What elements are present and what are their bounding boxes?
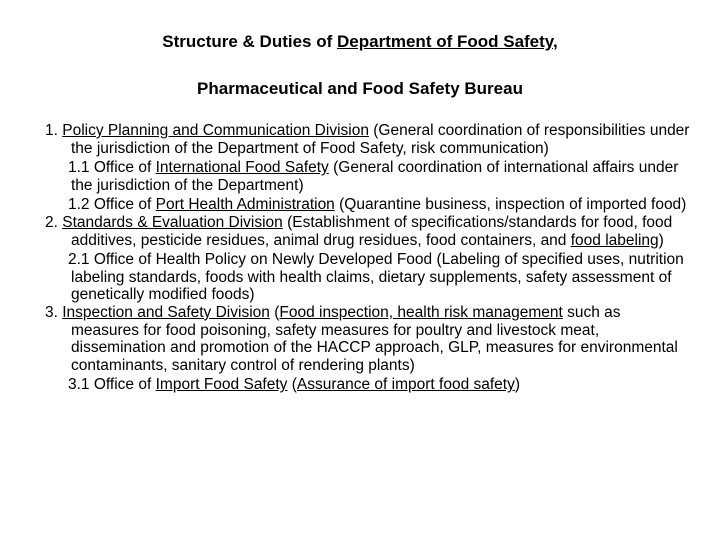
division-3-description: such as measures for food poisoning, safety measures for poultry and livestock meat, dissemination and promotion of the HACCP approach, GLP, measures for environmental contaminants, sanitary control of rendering plants) xyxy=(71,303,678,374)
food-inspection-link[interactable]: Food inspection, health risk management xyxy=(279,303,563,321)
divisions-list xyxy=(0,122,720,394)
slide-title xyxy=(0,32,720,52)
title-department-link[interactable]: Department of Food Safety xyxy=(337,32,553,51)
office-1-1-description: (General coordination of international affairs under the jurisdiction of the Department) xyxy=(71,159,679,194)
division-1-description: (General coordination of responsibilities under the jurisdiction of the Department of Food Safety, risk communication) xyxy=(71,122,690,157)
import-food-safety-link[interactable]: Assurance of import food safety xyxy=(296,376,515,394)
office-1-1-prefix: 1.1 Office of xyxy=(68,159,156,177)
division-3-description-open: ( xyxy=(269,303,280,321)
title-suffix: , xyxy=(553,32,558,51)
office-1-2-description: (Quarantine business, inspection of imported food) xyxy=(334,196,687,214)
division-2-name[interactable]: Standards & Evaluation Division xyxy=(62,213,283,231)
office-1-1-name[interactable]: International Food Safety xyxy=(155,159,329,177)
division-3-name[interactable]: Inspection and Safety Division xyxy=(62,303,270,321)
division-3-number: 3. xyxy=(45,303,63,321)
division-2-description-end: ) xyxy=(658,231,664,249)
food-labeling-link[interactable]: food labeling xyxy=(570,231,659,249)
title-prefix: Structure & Duties of xyxy=(162,32,338,51)
office-1-1-item xyxy=(0,159,720,194)
division-2-number: 2. xyxy=(45,213,63,231)
office-3-1-prefix: 3.1 Office of xyxy=(68,376,156,394)
office-1-2-prefix: 1.2 Office of xyxy=(68,196,156,214)
division-1-item xyxy=(0,122,720,157)
division-1-name[interactable]: Policy Planning and Communication Division xyxy=(62,122,369,139)
office-3-1-item xyxy=(0,376,720,394)
office-1-2-item xyxy=(0,196,720,214)
division-2-description: (Establishment of specifications/standards for food, food additives, pesticide residues, animal drug residues, food containers, and xyxy=(71,213,673,249)
division-2-item xyxy=(0,214,720,249)
office-3-1-paren-open: ( xyxy=(287,376,297,394)
division-1-number: 1. xyxy=(45,122,63,139)
division-3-item xyxy=(0,304,720,374)
office-1-2-name[interactable]: Port Health Administration xyxy=(155,196,335,214)
office-2-1-item: 2.1 Office of Health Policy on Newly Developed Food (Labeling of specified uses, nutrition labeling standards, foods with health claims, dietary supplements, safety assessment of genetically modified foods) xyxy=(68,251,684,304)
office-3-1-paren-close: ) xyxy=(514,376,521,394)
bureau-subtitle: Pharmaceutical and Food Safety Bureau xyxy=(197,79,523,98)
office-3-1-name[interactable]: Import Food Safety xyxy=(155,376,288,394)
